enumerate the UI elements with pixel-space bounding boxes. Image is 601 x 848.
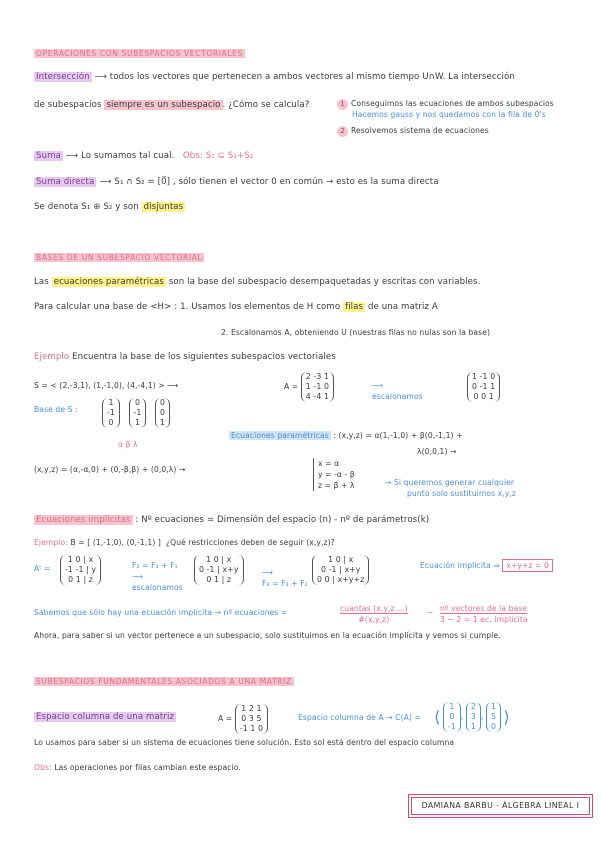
escalonamos-arrow: ⟶ escalonamos bbox=[372, 381, 423, 401]
bases-line-1: Las ecuaciones paramétricas son la base del subespacio desempaquetadas y escritas con variables. bbox=[34, 277, 481, 287]
suma-line: Suma ⟶ Lo sumamos tal cual. Obs: S₁ ⊆ S₁+S₂ bbox=[36, 151, 254, 161]
sabemos-line: Sabemos que sólo hay una ecuación implícita → nº ecuaciones = bbox=[34, 608, 288, 617]
suma-directa-denota: Se denota S₁ ⊕ S₂ y son disjuntas bbox=[34, 202, 184, 212]
author-footer: DAMIANA BARBU - ÁLGEBRA LINEAL I bbox=[411, 797, 590, 815]
espacio-columna-def: Espacio columna de A → C(A) = bbox=[298, 713, 421, 722]
ejemplo-B-line: Ejemplo: B = [ (1,-1,0), (0,-1,1) ] ¿Qué restricciones deben de seguir (x,y,z)? bbox=[34, 538, 335, 547]
number-badge-2: 2 bbox=[337, 126, 348, 137]
greek-params: α β λ bbox=[118, 440, 138, 449]
column-vectors: ⟨ 1 0 -1, 2 3 1, 1 5 0 ⟩ bbox=[434, 702, 510, 731]
ec-parametricas-line: Ecuaciones paramétricas : (x,y,z) = α(1,-1,0) + β(0,-1,1) + bbox=[231, 431, 463, 440]
matrix-A: A = 2 -3 1 1 -1 0 4 -4 1 bbox=[284, 372, 334, 402]
base-label: Base de S : bbox=[34, 405, 78, 414]
arrow-icon: ⟶ bbox=[99, 177, 112, 187]
obs-line: Obs: Las operaciones por filas cambian este espacio. bbox=[34, 763, 241, 772]
interseccion-line-2: de subespacios siempre es un subespacio . ¿Cómo se calcula? bbox=[34, 100, 310, 110]
s-definition: S = < (2,-3,1), (1,-1,0), (4,-4,1) > ⟶ bbox=[34, 381, 179, 390]
ahora-line: Ahora, para saber si un vector pertenece a un subespacio, solo sustituimos en la ecuación implícita y vemos si cumple. bbox=[34, 631, 501, 640]
ec-implicitas-line: Ecuaciones implícitas : Nº ecuaciones = Dimensión del espacio (n) - nº de parámetros(k) bbox=[36, 515, 430, 525]
step-1: 1 Conseguimos las ecuaciones de ambos subespacios bbox=[337, 98, 554, 110]
note-line: → Si queremos generar cualquier punto solo sustituimos x,y,z bbox=[385, 478, 516, 498]
matrix-A2: A = 1 2 1 0 3 5 -1 1 0 bbox=[218, 704, 268, 734]
interseccion-label: Intersección bbox=[36, 72, 90, 82]
arrow-icon: ⟶ bbox=[94, 72, 107, 82]
section-title-operaciones: OPERACIONES CON SUBESPACIOS VECTORIALES bbox=[36, 49, 243, 58]
step-2: 2 Resolvemos sistema de ecuaciones bbox=[337, 125, 489, 137]
step-1b: Hacemos gauss y nos quedamos con la fila de 0's bbox=[352, 110, 546, 119]
matrix-At: 1 0 | x -1 -1 | y 0 1 | z bbox=[60, 555, 101, 585]
ec-implicita-result: Ecuación implícita ⇒ x+y+z = 0 bbox=[420, 560, 553, 571]
op-f2: F₂ = F₂ + F₁ ⟶ escalonamos bbox=[132, 561, 183, 592]
fraction-2: nº vectores de la base 3 − 2 = 1 ec. implícita bbox=[440, 604, 528, 624]
suma-directa-line: Suma directa ⟶ S₁ ∩ S₂ = [0⃗] , sólo tienen el vector 0 en común → esto es la suma directa bbox=[36, 177, 439, 187]
matrix-step-3: 1 0 | x 0 -1 | x+y 0 0 | x+y+z bbox=[312, 555, 369, 585]
bases-line-2: Para calcular una base de <H> : 1. Usamos los elementos de H como filas de una matriz A bbox=[34, 302, 438, 312]
base-vectors: 1 -1 0 0 -1 1 0 0 1 bbox=[102, 398, 170, 428]
matrix-U: 1 -1 0 0 -1 1 0 0 1 bbox=[467, 372, 500, 402]
At-label: Aᵗ = bbox=[34, 564, 51, 573]
number-badge-1: 1 bbox=[337, 99, 348, 110]
system-of-equations: x = α y = -α - β z = β + λ bbox=[313, 458, 355, 491]
section-title-bases: BASES DE UN SUBESPACIO VECTORIAL bbox=[36, 253, 203, 262]
interseccion-line: Intersección ⟶ todos los vectores que pertenecen a ambos vectores al mismo tiempo U∩W. La intersección bbox=[36, 72, 515, 82]
xyz-line: (x,y,z) = (α,-α,0) + (0,-β,β) + (0,0,λ) → bbox=[34, 465, 186, 474]
arrow-icon: ⟶ bbox=[65, 151, 79, 161]
arrow-icon: ⟶ bbox=[167, 381, 179, 390]
espacio-columna-line: Espacio columna de una matriz bbox=[36, 712, 175, 722]
section-title-subespacios: SUBESPACIOS FUNDAMENTALES ASOCIADOS A UNA MATRIZ bbox=[36, 677, 292, 686]
matrix-step-2: 1 0 | x 0 -1 | x+y 0 1 | z bbox=[194, 555, 244, 585]
uso-line: Lo usamos para saber si un sistema de ecuaciones tiene solución. Esto sol está dentro del espacio columna bbox=[34, 738, 455, 747]
op-f3: ⟶ F₃ = F₃ + F₂ bbox=[262, 568, 308, 588]
ec-parametricas-line-2: λ(0,0,1) → bbox=[417, 447, 457, 456]
minus-sign: − bbox=[427, 608, 434, 617]
fraction-1: cuantas (x,y,z ...) #(x,y,z) bbox=[340, 604, 408, 624]
ejemplo-line: Ejemplo Encuentra la base de los siguientes subespacios vectoriales bbox=[34, 352, 336, 362]
bases-line-3: 2. Escalonamos A, obteniendo U (nuestras filas no nulas son la base) bbox=[221, 328, 491, 337]
